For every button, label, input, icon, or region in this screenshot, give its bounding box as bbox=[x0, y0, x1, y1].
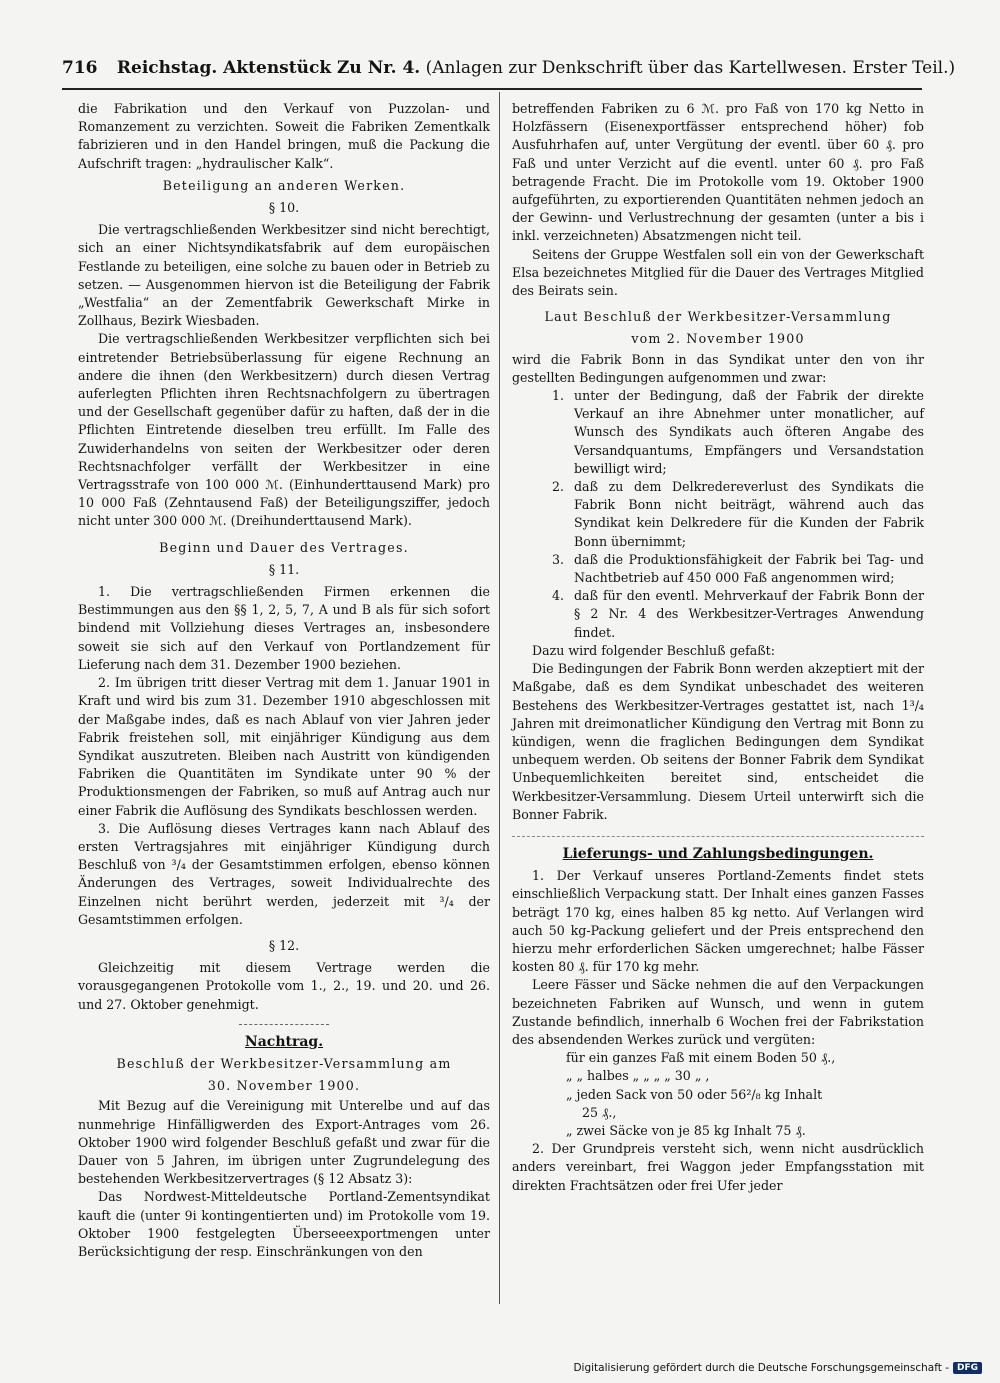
paragraph: Die vertragschließenden Werkbesitzer sind nicht berechtigt, sich an einer Nichtsyndikatsfabrik auf dem europäischen Festlande zu beteiligen, eine solche zu bauen oder in Betrieb zu setzen. — Ausgenommen hiervon ist die Beteiligung der Fabrik „Westfalia“ an der Zementfabrik Gewerkschaft Mirke in Zollhaus, Bezirk Wiesbaden. bbox=[78, 222, 490, 329]
column-divider bbox=[499, 92, 500, 1304]
subheading: Laut Beschluß der Werkbesitzer-Versammlung bbox=[544, 309, 892, 325]
paragraph: 1. Der Verkauf unseres Portland-Zements findet stets einschließlich Verpackung statt. Der Inhalt eines ganzen Fasses beträgt 170 kg, eines halben 85 kg netto. Auf Verlangen wird auch 50 kg-Packung geliefert und der Preis entsprechend den hierzu mehr erforderlichen Säcken umgerechnet; halbe Fässer kosten 80 ₰. für 170 kg mehr. bbox=[512, 868, 924, 975]
paragraph: wird die Fabrik Bonn in das Syndikat unter den von ihr gestellten Bedingungen aufgenommen und zwar: bbox=[512, 351, 924, 385]
paragraph: Gleichzeitig mit diesem Vertrage werden die vorausgegangenen Protokolle vom 1., 2., 19. und 20. und 26. und 27. Oktober genehmigt. bbox=[78, 960, 490, 1012]
paragraph: 1. Die vertragschließenden Firmen erkennen die Bestimmungen aus den §§ 1, 2, 5, 7, A und B als für sich sofort bindend mit Vollziehung dieses Vertrages an, insbesondere soweit sie sich auf den Verkauf von Portlandzement für Lieferung nach dem 31. Dezember 1900 beziehen. bbox=[78, 584, 490, 672]
section-heading: Nachtrag. bbox=[244, 1033, 324, 1050]
paragraph: Die vertragschließenden Werkbesitzer verpflichten sich bei eintretender Betriebsüberlassung für eigene Rechnung an andere die ihnen (den Werkbesitzern) durch diesen Vertrag auferlegten Pflichten ihren Rechtsnachfolgern zu übertragen und der Gesellschaft gegenüber dafür zu haften, daß der in die Pflichten Eintretende dieselben treu erfüllt. Im Falle des Zuwiderhandelns von seiten der Werkbesitzer oder deren Rechtsnachfolger verfällt der Werkbesitzer in eine Vertragsstrafe von 100 000 ℳ. (Einhunderttausend Mark) pro 10 000 Faß (Zehntausend Faß) der Beteiligungsziffer, jedoch nicht unter 300 000 ℳ. (Dreihunderttausend Mark). bbox=[78, 331, 490, 529]
paragraph: Das Nordwest-Mitteldeutsche Portland-Zementsyndikat kauft die (unter 9i kontingentierten und) im Protokolle vom 19. Oktober 1900 festgelegten Überseeexportmengen unter Berücksichtigung der resp. Einschränkungen von den bbox=[78, 1189, 490, 1259]
paragraph: Seitens der Gruppe Westfalen soll ein von der Gewerkschaft Elsa bezeichnetes Mitglied für die Dauer des Vertrages Mitglied des Beirats sein. bbox=[512, 246, 924, 299]
paragraph: 2. Im übrigen tritt dieser Vertrag mit dem 1. Januar 1901 in Kraft und wird bis zum 31. Dezember 1910 abgeschlossen mit der Maßgabe indes, daß es nach Ablauf von vier Jahren jeder Fabrik freistehen soll, mit einjähriger Kündigung aus dem Syndikat auszutreten. Bleiben nach Austritt von kündigenden Fabriken die Quantitäten im Syndikate unter 90 % der Produktionsmengen der Fabriken, so muß auf Antrag auch nur einer Fabrik die Auflösung des Syndikats beschlossen werden. bbox=[78, 675, 490, 818]
refund-line: 25 ₰., bbox=[582, 1104, 617, 1120]
header-rule bbox=[62, 88, 922, 90]
paragraph: 2. Der Grundpreis versteht sich, wenn nicht ausdrücklich anders vereinbart, frei Waggon jeder Empfangsstation mit direkten Frachtsätzen oder frei Ufer jeder bbox=[512, 1141, 924, 1193]
paragraph: die Fabrikation und den Verkauf von Puzzolan- und Romanzement zu verzichten. Soweit die Fabriken Zementkalk fabrizieren und in den Handel bringen, muß die Packung die Aufschrift tragen: „hydraulischer Kalk“. bbox=[78, 101, 490, 171]
condition-list bbox=[512, 387, 924, 642]
paragraph: Dazu wird folgender Beschluß gefaßt: bbox=[532, 642, 775, 658]
paragraph: Mit Bezug auf die Vereinigung mit Unterelbe und auf das nunmehrige Hinfälligwerden des Export-Antrages vom 26. Oktober 1900 wird folgender Beschluß gefaßt und zwar für die Dauer von 5 Jahren, im übrigen unter Zugrundelegung des bestehenden Werkbesitzervertrages (§ 12 Absatz 3): bbox=[78, 1098, 490, 1187]
section-heading: Beginn und Dauer des Vertrages. bbox=[159, 539, 409, 555]
left-column bbox=[78, 100, 490, 1261]
paragraph: Leere Fässer und Säcke nehmen die auf den Verpackungen bezeichneten Fabriken auf Wunsch, und wenn in gutem Zustande befindlich, innerhalb 6 Wochen frei der Fabrikstation des absendenden Werkes zurück und vergüten: bbox=[512, 977, 924, 1047]
refund-line: für ein ganzes Faß mit einem Boden 50 ₰., bbox=[566, 1050, 836, 1066]
section-heading: Beteiligung an anderen Werken. bbox=[162, 177, 406, 193]
header-subtitle: (Anlagen zur Denkschrift über das Kartellwesen. Erster Teil.) bbox=[425, 58, 956, 78]
subheading-date: 30. November 1900. bbox=[207, 1078, 361, 1094]
divider bbox=[239, 1024, 329, 1025]
paragraph: betreffenden Fabriken zu 6 ℳ. pro Faß von 170 kg Netto in Holzfässern (Eisenexportfässer entsprechend höher) fob Ausfuhrhafen auf, unter Vergütung der eventl. über 60 ₰. pro Faß und unter Verzicht auf die eventl. unter 60 ₰. pro Faß betragende Fracht. Die im Protokolle vom 19. Oktober 1900 aufgeführten, zu exportierenden Quantitäten nehmen jedoch an der Gewinn- und Verlustrechnung der gesamten (unter a bis i inkl. verzeichneten) Absatzmengen nicht teil. bbox=[512, 101, 924, 244]
refund-line: „ zwei Säcke von je 85 kg Inhalt 75 ₰. bbox=[566, 1122, 806, 1138]
right-column bbox=[512, 100, 924, 1195]
page-header bbox=[62, 58, 956, 86]
list-item: 3. daß die Produktionsfähigkeit der Fabrik bei Tag- und Nachtbetrieb auf 450 000 Faß angenommen wird; bbox=[552, 551, 924, 586]
section-number: § 10. bbox=[268, 200, 300, 216]
refund-line: „ „ halbes „ „ „ „ 30 „ , bbox=[566, 1068, 710, 1084]
subheading: Beschluß der Werkbesitzer-Versammlung am bbox=[116, 1055, 452, 1071]
footer bbox=[573, 1362, 982, 1374]
divider bbox=[512, 836, 924, 837]
refund-line: „ jeden Sack von 50 oder 56²/₈ kg Inhalt bbox=[566, 1086, 823, 1102]
footer-text: Digitalisierung gefördert durch die Deutsche Forschungsgemeinschaft - bbox=[573, 1362, 949, 1374]
section-number: § 12. bbox=[268, 937, 300, 953]
dfg-logo-icon: DFG bbox=[953, 1362, 982, 1374]
page-number: 716 bbox=[62, 58, 98, 78]
header-title: Reichstag. Aktenstück Zu Nr. 4. bbox=[116, 58, 421, 78]
list-item: 1. unter der Bedingung, daß der Fabrik der direkte Verkauf an ihre Abnehmer unter monatlicher, auf Wunsch des Syndikats auch öfteren Angabe des Versandquantums, Empfängers und Versandstation bewilligt wird; bbox=[552, 388, 924, 476]
section-number: § 11. bbox=[268, 561, 300, 577]
list-item: 2. daß zu dem Delkredereverlust des Syndikats die Fabrik Bonn nicht beiträgt, während auch das Syndikat kein Delkredere für die Kunden der Fabrik Bonn übernimmt; bbox=[552, 479, 924, 549]
paragraph: Die Bedingungen der Fabrik Bonn werden akzeptiert mit der Maßgabe, daß es dem Syndikat unbeschadet des weiteren Bestehens des Werkbesitzer-Vertrages gestattet ist, nach 1³/₄ Jahren mit dreimonatlicher Kündigung den Vertrag mit Bonn zu kündigen, wenn die fraglichen Bedingungen dem Syndikat unbequem werden. Ob seitens der Bonner Fabrik dem Syndikat Unbequemlichkeiten bereitet sind, entscheidet die Werkbesitzer-Versammlung. Diesem Urteil unterwirft sich die Bonner Fabrik. bbox=[512, 661, 924, 822]
section-heading: Lieferungs- und Zahlungsbedingungen. bbox=[562, 845, 874, 862]
paragraph: 3. Die Auflösung dieses Vertrages kann nach Ablauf des ersten Vertragsjahres mit einjähriger Kündigung durch Beschluß von ³/₄ der Gesamtstimmen erfolgen, ebenso können Änderungen des Vertrages, soweit Individualrechte des Einzelnen nicht berührt werden, jederzeit mit ³/₄ der Gesamtstimmen erfolgen. bbox=[78, 820, 490, 927]
subheading-date: vom 2. November 1900 bbox=[631, 331, 805, 347]
list-item: 4. daß für den eventl. Mehrverkauf der Fabrik Bonn der § 2 Nr. 4 des Werkbesitzer-Vertrages Anwendung findet. bbox=[552, 588, 924, 640]
